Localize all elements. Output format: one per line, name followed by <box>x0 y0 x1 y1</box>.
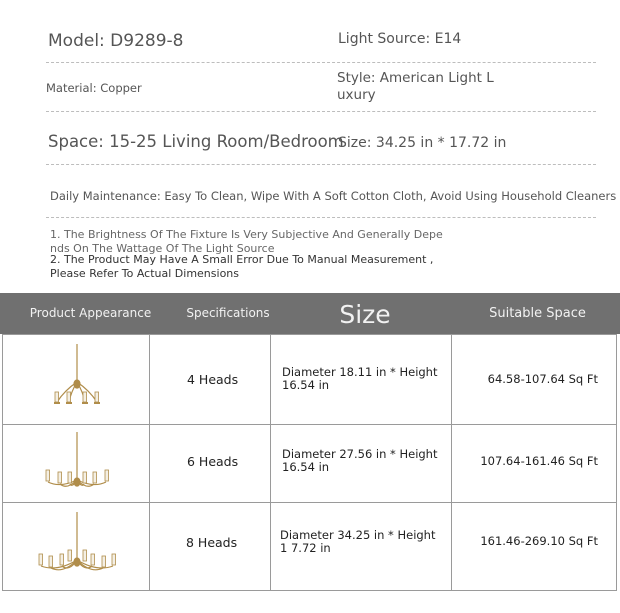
note-measurement: 2. The Product May Have A Small Error Due To Manual Measurement , Please Refer To Actual Dimensions <box>50 253 434 280</box>
row1-heads: 4 Heads <box>187 372 239 387</box>
divider <box>46 111 596 112</box>
divider <box>46 62 596 63</box>
header-specifications: Specifications <box>186 306 270 320</box>
header-product-appearance: Product Appearance <box>29 306 152 320</box>
light-source-label: Light Source: E14 <box>338 31 462 47</box>
header-suitable-space: Suitable Space <box>489 306 586 321</box>
material-label: Material: Copper <box>46 81 142 95</box>
note-brightness: 1. The Brightness Of The Fixture Is Very Subjective And Generally Depe nds On The Wattage Of The Light Source <box>50 228 443 255</box>
chandelier-8-heads-image <box>35 510 120 585</box>
row3-heads: 8 Heads <box>186 535 238 550</box>
maintenance-label: Daily Maintenance: Easy To Clean, Wipe With A Soft Cotton Cloth, Avoid Using Household Cleaners <box>50 189 617 203</box>
size-label: Size: 34.25 in * 17.72 in <box>338 135 507 151</box>
row3-area: 161.46-269.10 Sq Ft <box>480 534 598 548</box>
chandelier-6-heads-image <box>40 430 115 500</box>
row2-area: 107.64-161.46 Sq Ft <box>480 454 598 468</box>
model-label: Model: D9289-8 <box>48 31 184 51</box>
divider <box>46 164 596 165</box>
row2-heads: 6 Heads <box>187 454 239 469</box>
divider <box>46 217 596 218</box>
table-header <box>0 293 620 334</box>
row1-dimensions: Diameter 18.11 in * Height 16.54 in <box>282 365 438 392</box>
style-label: Style: American Light L uxury <box>337 70 494 103</box>
row1-area: 64.58-107.64 Sq Ft <box>487 372 598 386</box>
space-label: Space: 15-25 Living Room/Bedroom <box>48 132 344 151</box>
header-size: Size <box>339 300 391 329</box>
row3-dimensions: Diameter 34.25 in * Height 1 7.72 in <box>280 528 436 555</box>
chandelier-4-heads-image <box>45 342 110 417</box>
row2-dimensions: Diameter 27.56 in * Height 16.54 in <box>282 447 438 474</box>
